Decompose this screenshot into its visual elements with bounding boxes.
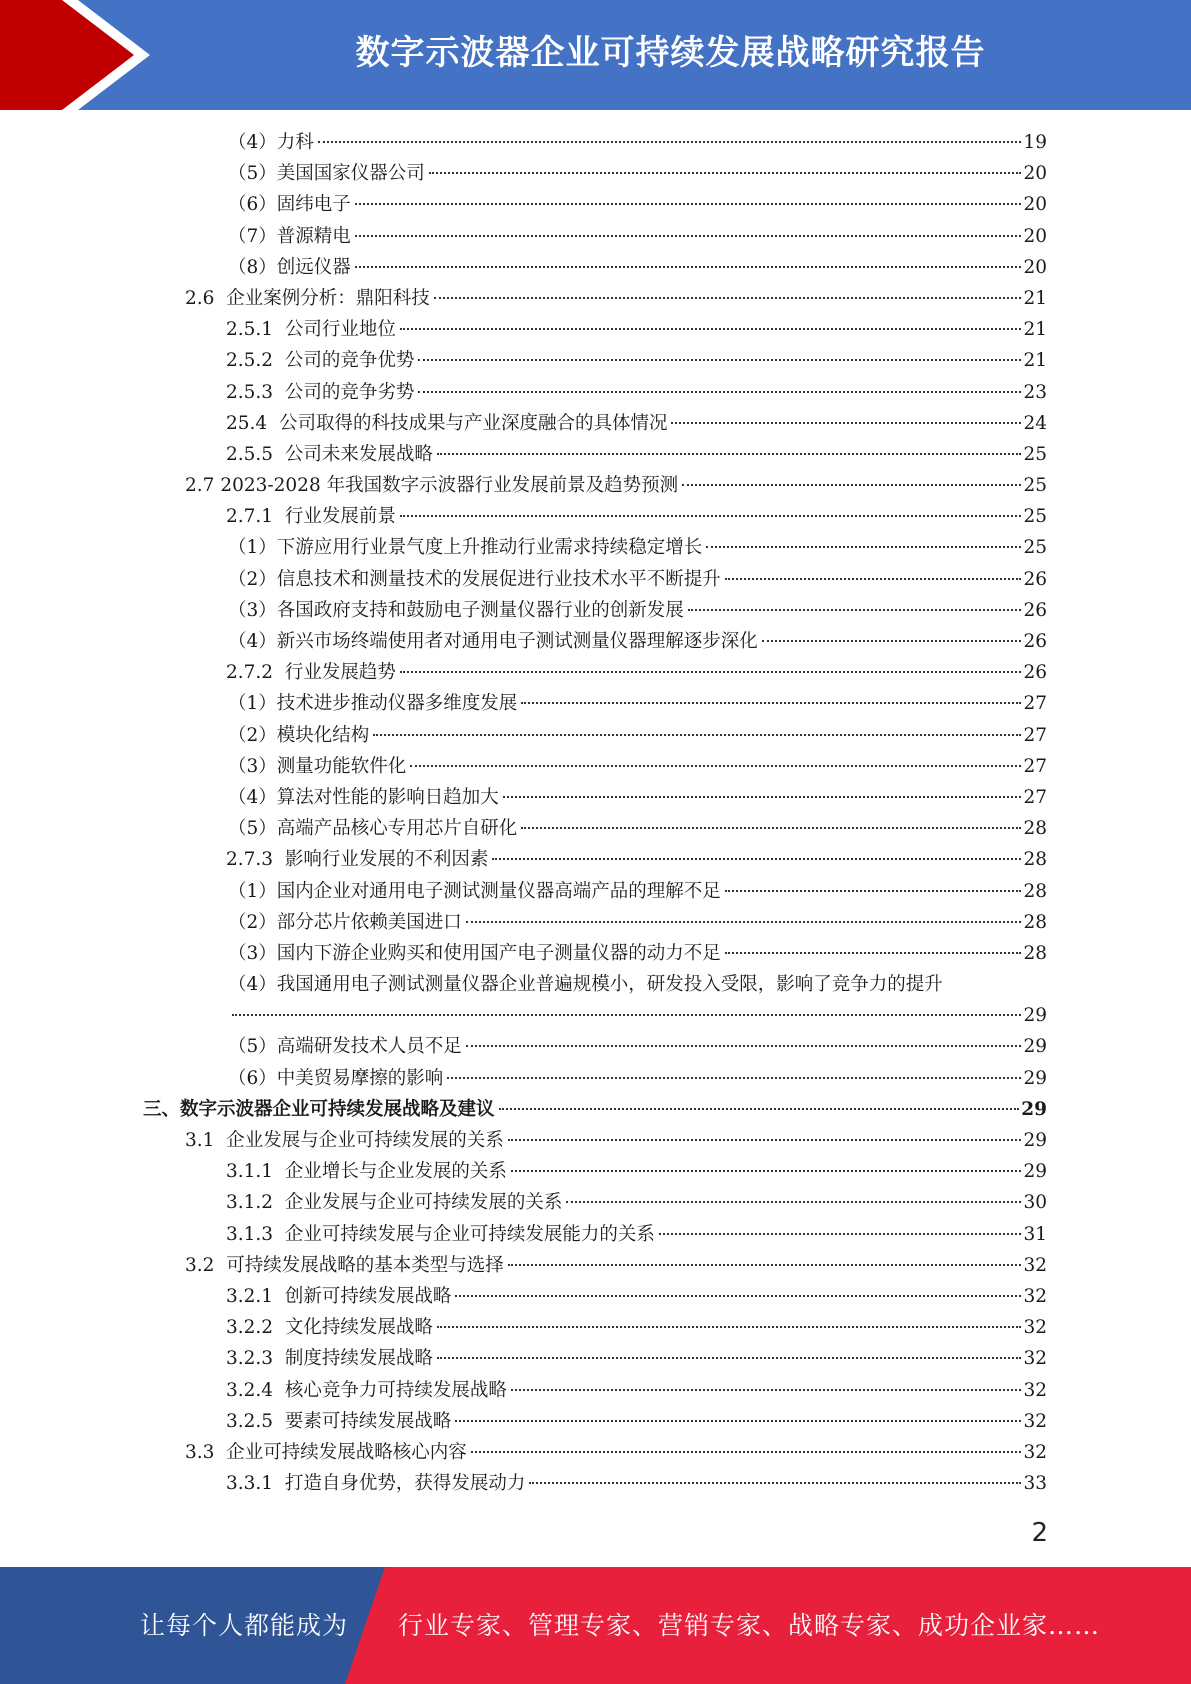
toc-entry-title: 企业增长与企业发展的关系: [284, 1161, 507, 1183]
toc-entry-title: 核心竞争力可持续发展战略: [284, 1379, 507, 1401]
toc-entry-page: 27: [1023, 786, 1047, 808]
toc-entry-title: 数字示波器企业可持续发展战略及建议: [180, 1098, 495, 1120]
toc-entry[interactable]: [0, 314, 1191, 345]
toc-entry-page: 29: [1023, 1130, 1047, 1152]
toc-entry-number: 2.7: [185, 475, 221, 497]
toc-entry-page: 32: [1023, 1379, 1047, 1401]
toc-entry-title: 公司行业地位: [284, 319, 396, 341]
toc-leader-dots: [503, 795, 1022, 798]
toc-entry-page: 29: [1023, 1036, 1047, 1058]
toc-leader-dots: [318, 140, 1022, 143]
toc-entry-title: 创远仪器: [276, 256, 351, 278]
toc-leader-dots: [725, 951, 1022, 954]
toc-leader-dots: [232, 1013, 1021, 1016]
toc-entry[interactable]: [0, 408, 1191, 439]
toc-entry-page: 19: [1023, 132, 1047, 153]
toc-entry-number: 2.6: [185, 287, 227, 309]
toc-entry-page: 21: [1023, 350, 1047, 372]
page-header: [0, 0, 1191, 110]
toc-entry-page: 26: [1023, 568, 1047, 590]
toc-entry-number: 2.5.2: [226, 350, 285, 372]
toc-entry-title: 影响行业发展的不利因素: [284, 849, 489, 871]
toc-entry-number: （4）: [228, 132, 277, 153]
toc-leader-dots: [725, 889, 1022, 892]
toc-entry-number: 3.3.1: [226, 1473, 285, 1495]
toc-entry[interactable]: [0, 1375, 1191, 1406]
toc-entry-title: 企业案例分析：鼎阳科技: [226, 287, 430, 309]
toc-entry-title: 信息技术和测量技术的发展促进行业技术水平不断提升: [276, 568, 721, 590]
toc-leader-dots: [529, 1481, 1021, 1484]
toc-entry-page: 20: [1023, 256, 1047, 278]
toc-entry[interactable]: [0, 501, 1191, 532]
toc-entry[interactable]: [0, 439, 1191, 470]
toc-leader-dots: [499, 1107, 1020, 1110]
toc-entry-title: 国内企业对通用电子测试测量仪器高端产品的理解不足: [276, 880, 721, 902]
toc-entry[interactable]: [0, 876, 1191, 907]
toc-entry-page: 21: [1023, 319, 1047, 341]
toc-leader-dots: [471, 1450, 1022, 1453]
toc-leader-dots: [725, 577, 1022, 580]
toc-leader-dots: [418, 358, 1021, 361]
toc-leader-dots: [355, 202, 1022, 205]
toc-entry[interactable]: [0, 1406, 1191, 1437]
toc-leader-dots: [355, 234, 1022, 237]
toc-entry-number: （4）: [228, 786, 277, 808]
toc-entry-number: 3.2.1: [226, 1285, 285, 1307]
toc-entry-number: （5）: [228, 1036, 277, 1058]
toc-entry-number: 3.2.4: [226, 1379, 285, 1401]
toc-leader-dots: [400, 670, 1022, 673]
toc-entry-title: 部分芯片依赖美国进口: [276, 911, 462, 933]
toc-entry-page: 29: [1023, 1161, 1047, 1183]
toc-entry[interactable]: [0, 938, 1191, 969]
toc-leader-dots: [455, 1419, 1021, 1422]
toc-entry-title: 企业发展与企业可持续发展的关系: [284, 1192, 563, 1214]
toc-leader-dots: [508, 1138, 1022, 1141]
toc-entry-page: 20: [1023, 225, 1047, 247]
toc-entry[interactable]: [0, 532, 1191, 563]
toc-entry[interactable]: [0, 969, 1191, 1031]
toc-leader-dots: [671, 421, 1021, 424]
toc-entry-page: 27: [1023, 693, 1047, 715]
toc-entry[interactable]: [0, 252, 1191, 283]
toc-entry-number: （4）: [228, 631, 277, 652]
toc-entry[interactable]: [0, 1250, 1191, 1281]
toc-entry-page: 20: [1023, 163, 1047, 185]
toc-entry-page: 28: [1023, 880, 1047, 902]
toc-entry-title: 公司的竞争优势: [284, 350, 415, 372]
toc-entry-page: 26: [1023, 599, 1047, 621]
toc-entry-number: 2.5.1: [226, 319, 285, 341]
toc-leader-dots: [437, 452, 1022, 455]
toc-entry[interactable]: [0, 1437, 1191, 1468]
toc-entry-number: （3）: [228, 599, 277, 621]
toc-entry-number: 2.5.5: [226, 443, 285, 465]
toc-leader-dots: [492, 857, 1021, 860]
page-footer: [0, 1567, 1191, 1684]
toc-entry-page: 27: [1023, 755, 1047, 777]
toc-entry-page: 24: [1023, 412, 1047, 434]
toc-entry-page: 29: [1021, 1098, 1047, 1120]
toc-entry-number: （5）: [228, 163, 277, 185]
toc-entry-title: 企业可持续发展与企业可持续发展能力的关系: [284, 1223, 655, 1245]
toc-leader-dots: [566, 1200, 1021, 1203]
toc-entry-title: 测量功能软件化: [276, 755, 407, 777]
toc-entry[interactable]: [0, 907, 1191, 938]
toc-entry[interactable]: [0, 189, 1191, 220]
toc-entry[interactable]: [0, 626, 1191, 657]
toc-entry-page: 30: [1023, 1192, 1047, 1214]
toc-entry[interactable]: [0, 221, 1191, 252]
toc-entry[interactable]: [0, 470, 1191, 501]
toc-entry-title: 公司的竞争劣势: [284, 381, 415, 403]
toc-entry-page: 21: [1023, 287, 1047, 309]
toc-entry-title: 高端研发技术人员不足: [276, 1036, 462, 1058]
toc-entry-page: 28: [1023, 849, 1047, 871]
toc-entry-number: 3.2.3: [226, 1348, 285, 1370]
toc-entry-page: 28: [1023, 911, 1047, 933]
toc-entry[interactable]: [0, 1187, 1191, 1218]
toc-entry-page: 32: [1023, 1410, 1047, 1432]
toc-entry[interactable]: [0, 1094, 1191, 1125]
toc-entry-page: 28: [1023, 818, 1047, 840]
toc-entry-page: 25: [1023, 443, 1047, 465]
toc-leader-dots: [762, 639, 1022, 642]
toc-entry-page: 32: [1023, 1348, 1047, 1370]
toc-entry-title: 模块化结构: [276, 724, 370, 746]
toc-leader-dots: [400, 327, 1022, 330]
toc-entry-number: 3.2.2: [226, 1317, 285, 1339]
toc-entry-number: （1）: [228, 693, 277, 715]
toc-entry-title: 美国国家仪器公司: [276, 163, 425, 185]
toc-entry-number: （2）: [228, 724, 277, 746]
toc-entry[interactable]: [0, 1031, 1191, 1062]
toc-entry-number: （5）: [228, 818, 277, 840]
toc-entry[interactable]: [0, 127, 1191, 158]
toc-leader-dots: [511, 1388, 1022, 1391]
toc-entry[interactable]: [0, 1125, 1191, 1156]
toc-entry-number: （1）: [228, 537, 277, 559]
toc-entry-page: 32: [1023, 1285, 1047, 1307]
toc-entry-number: 25.4: [226, 412, 279, 434]
toc-entry-title: 2023-2028 年我国数字示波器行业发展前景及趋势预测: [220, 475, 679, 497]
toc-entry-number: （6）: [228, 194, 277, 216]
toc-entry-number: 2.5.3: [226, 381, 285, 403]
toc-entry-title: 行业发展趋势: [284, 662, 396, 684]
toc-entry[interactable]: [0, 751, 1191, 782]
toc-entry-title: 创新可持续发展战略: [284, 1285, 452, 1307]
toc-entry-title: 企业发展与企业可持续发展的关系: [226, 1130, 504, 1152]
toc-entry-title: 公司取得的科技成果与产业深度融合的具体情况: [278, 412, 668, 434]
toc-entry[interactable]: [0, 1312, 1191, 1343]
toc-entry-title: 高端产品核心专用芯片自研化: [276, 818, 518, 840]
toc-entry-title: 各国政府支持和鼓励电子测量仪器行业的创新发展: [276, 599, 684, 621]
toc-entry-number: （3）: [228, 755, 277, 777]
toc-entry-title: 文化持续发展战略: [284, 1317, 433, 1339]
toc-entry-title: 力科: [276, 132, 314, 153]
toc-entry-title: 可持续发展战略的基本类型与选择: [226, 1254, 504, 1276]
toc-entry[interactable]: [0, 1219, 1191, 1250]
toc-entry[interactable]: [0, 1156, 1191, 1187]
toc-entry-title: 我国通用电子测试测量仪器企业普遍规模小，研发投入受限，影响了竞争力的提升: [276, 974, 943, 996]
toc-entry-page: 28: [1023, 942, 1047, 964]
toc-entry-number: 2.7.2: [226, 662, 285, 684]
toc-entry[interactable]: [0, 595, 1191, 626]
toc-entry-page: 32: [1023, 1317, 1047, 1339]
toc-entry-number: 三、: [143, 1098, 181, 1120]
toc-leader-dots: [437, 1356, 1022, 1359]
toc-entry-title: 算法对性能的影响日趋加大: [276, 786, 499, 808]
toc-leader-dots: [429, 171, 1022, 174]
footer-slogan-left: 让每个人都能成为: [140, 1611, 349, 1640]
toc-leader-dots: [688, 608, 1022, 611]
toc-leader-dots: [706, 545, 1021, 548]
toc-entry-number: 3.1.2: [226, 1192, 285, 1214]
toc-leader-dots: [355, 265, 1022, 268]
toc-entry[interactable]: [0, 688, 1191, 719]
toc-entry-number: （1）: [228, 880, 277, 902]
toc-entry-page: 33: [1023, 1473, 1047, 1495]
toc-entry-number: 3.1: [185, 1130, 227, 1152]
toc-entry[interactable]: [0, 813, 1191, 844]
toc-leader-dots: [437, 1325, 1022, 1328]
toc-entry-number: （2）: [228, 568, 277, 590]
toc-entry-number: 2.7.1: [226, 506, 285, 528]
toc-leader-dots: [466, 1044, 1022, 1047]
toc-entry[interactable]: [0, 564, 1191, 595]
toc-entry[interactable]: [0, 1343, 1191, 1374]
toc-entry[interactable]: [0, 158, 1191, 189]
toc-entry-page: 32: [1023, 1441, 1047, 1463]
toc-entry-number: 3.2.5: [226, 1410, 285, 1432]
toc-leader-dots: [434, 296, 1022, 299]
toc-entry-number: （2）: [228, 911, 277, 933]
table-of-contents: [0, 127, 1191, 1499]
toc-leader-dots: [373, 733, 1021, 736]
toc-entry-number: （3）: [228, 942, 277, 964]
toc-entry[interactable]: [0, 720, 1191, 751]
toc-entry-number: （7）: [228, 225, 277, 247]
toc-entry-page: 26: [1023, 662, 1047, 684]
toc-entry-page: 26: [1023, 631, 1047, 652]
toc-leader-dots: [508, 1263, 1022, 1266]
toc-entry-number: （8）: [228, 256, 277, 278]
toc-entry-title: 打造自身优势，获得发展动力: [284, 1473, 526, 1495]
toc-entry-number: 3.3: [185, 1441, 227, 1463]
toc-entry[interactable]: [0, 1063, 1191, 1094]
toc-entry-number: （6）: [228, 1067, 277, 1089]
toc-entry-page: 25: [1023, 537, 1047, 559]
toc-entry-title: 公司未来发展战略: [284, 443, 433, 465]
toc-entry-number: 3.2: [185, 1254, 227, 1276]
toc-entry-title: 行业发展前景: [284, 506, 396, 528]
toc-leader-dots: [521, 826, 1021, 829]
toc-entry-page: 20: [1023, 194, 1047, 216]
toc-leader-dots: [447, 1076, 1021, 1079]
toc-entry-title: 企业可持续发展战略核心内容: [226, 1441, 467, 1463]
toc-entry-number: 2.7.3: [226, 849, 285, 871]
toc-entry-title: 中美贸易摩擦的影响: [276, 1067, 444, 1089]
page-number: 2: [1031, 1518, 1048, 1548]
toc-entry-text: [228, 969, 943, 1000]
toc-entry-title: 下游应用行业景气度上升推动行业需求持续稳定增长: [276, 537, 703, 559]
toc-entry-title: 要素可持续发展战略: [284, 1410, 452, 1432]
toc-leader-dots: [455, 1294, 1021, 1297]
toc-entry-page: 32: [1023, 1254, 1047, 1276]
toc-leader-dots: [466, 920, 1022, 923]
toc-entry-number: （4）: [228, 974, 277, 996]
toc-entry[interactable]: [0, 782, 1191, 813]
toc-entry[interactable]: [0, 377, 1191, 408]
toc-entry-title: 制度持续发展战略: [284, 1348, 433, 1370]
toc-leader-dots: [659, 1232, 1022, 1235]
toc-leader-dots: [682, 483, 1021, 486]
toc-entry-page: 25: [1023, 475, 1047, 497]
toc-entry-number: 3.1.3: [226, 1223, 285, 1245]
toc-leader-dots: [410, 764, 1021, 767]
toc-entry-page: 29: [1023, 1005, 1047, 1027]
toc-entry-title: 固纬电子: [276, 194, 351, 216]
toc-entry-page: 25: [1023, 506, 1047, 528]
toc-entry-title: 国内下游企业购买和使用国产电子测量仪器的动力不足: [276, 942, 721, 964]
toc-entry[interactable]: [0, 345, 1191, 376]
toc-entry-title: 技术进步推动仪器多维度发展: [276, 693, 518, 715]
footer-slogan-right: 行业专家、管理专家、营销专家、战略专家、成功企业家……: [398, 1611, 1101, 1640]
toc-entry-page: 27: [1023, 724, 1047, 746]
report-title: 数字示波器企业可持续发展战略研究报告: [355, 33, 986, 73]
toc-entry[interactable]: [0, 657, 1191, 688]
toc-entry[interactable]: [0, 1281, 1191, 1312]
toc-leader-dots: [400, 514, 1022, 517]
toc-entry-page: 29: [1023, 1067, 1047, 1089]
toc-entry[interactable]: [0, 844, 1191, 875]
toc-entry-number: 3.1.1: [226, 1161, 285, 1183]
toc-leader-dots: [418, 390, 1021, 393]
toc-leader-dots: [521, 701, 1021, 704]
toc-leader-dots: [511, 1169, 1022, 1172]
toc-entry-page: 31: [1023, 1223, 1047, 1245]
toc-entry-title: 普源精电: [276, 225, 351, 247]
toc-entry-page: 23: [1023, 381, 1047, 403]
toc-entry-title: 新兴市场终端使用者对通用电子测试测量仪器理解逐步深化: [276, 631, 758, 652]
toc-entry[interactable]: [0, 283, 1191, 314]
toc-entry[interactable]: [0, 1468, 1191, 1499]
